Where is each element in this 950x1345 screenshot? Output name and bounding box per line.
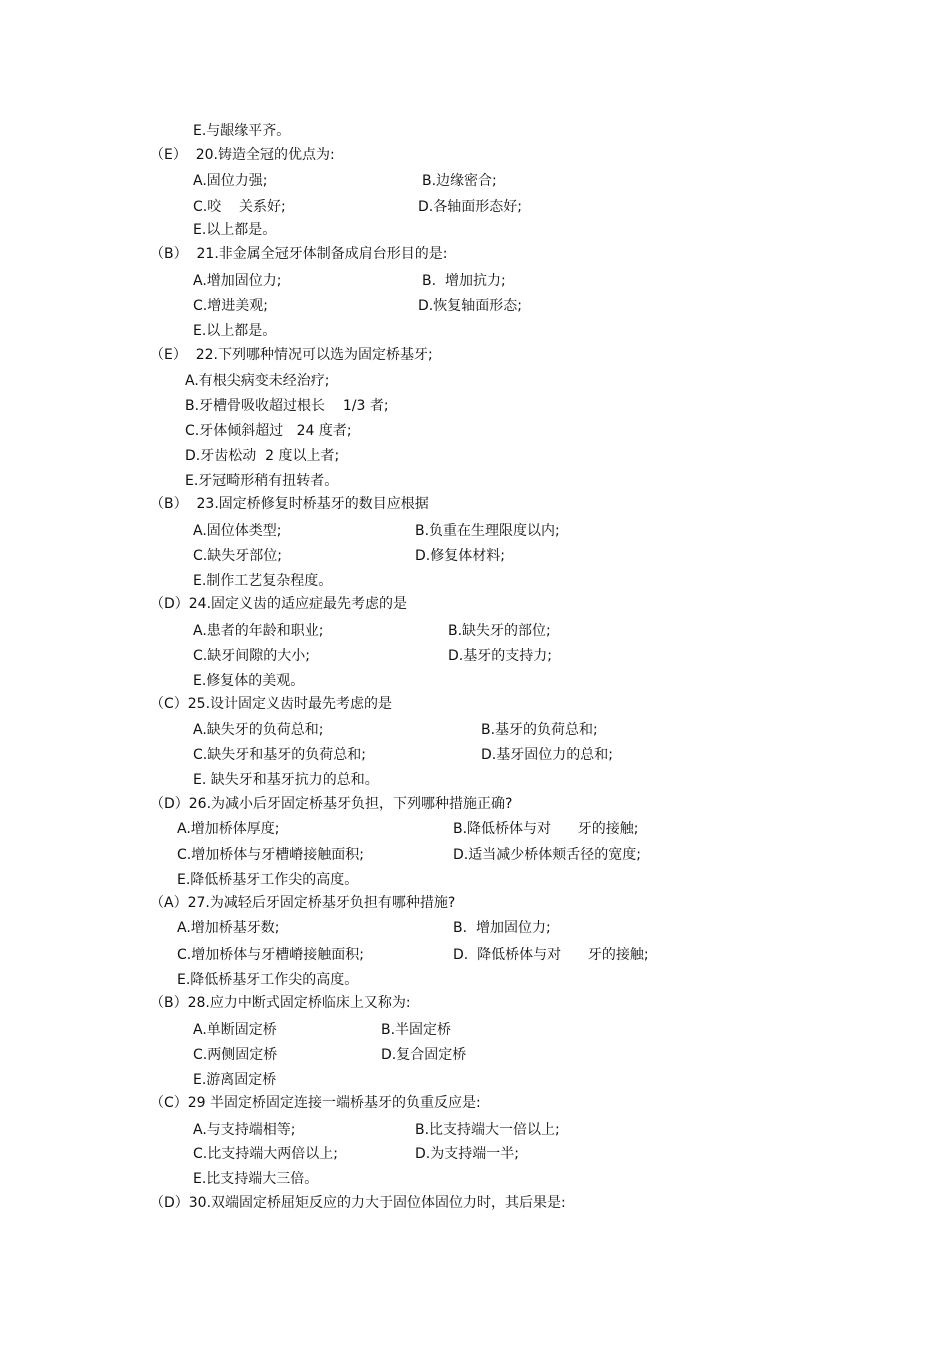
option: E.降低桥基牙工作尖的高度。 [177,972,359,988]
option: A.固位力强; [193,173,268,189]
option: C.增加桥体与牙槽嵴接触面积; [177,847,364,863]
text-line: E.与龈缘平齐。 [193,123,291,139]
option: D.修复体材料; [415,548,505,564]
option: B.降低桥体与对 牙的接触; [453,821,639,837]
option: A.有根尖病变未经治疗; [185,373,330,389]
option: D.各轴面形态好; [418,199,522,215]
question-22: （E） 22.下列哪种情况可以选为固定桥基牙; [150,347,433,363]
option: A.缺失牙的负荷总和; [193,722,324,738]
question-20: （E） 20.铸造全冠的优点为: [150,147,335,163]
option: E.游离固定桥 [193,1072,277,1088]
option: D. 降低桥体与对 牙的接触; [453,947,649,963]
question-25: （C）25.设计固定义齿时最先考虑的是 [150,696,393,712]
option: C.咬 关系好; [193,199,286,215]
option: D.适当减少桥体颊舌径的宽度; [453,847,641,863]
option: E. 缺失牙和基牙抗力的总和。 [193,772,379,788]
option: A.增加固位力; [193,273,282,289]
option: B. 增加固位力; [453,920,551,936]
question-30: （D）30.双端固定桥屈矩反应的力大于固位体固位力时，其后果是: [150,1195,566,1211]
option: D.为支持端一半; [415,1146,519,1162]
question-24: （D）24.固定义齿的适应症最先考虑的是 [150,596,408,612]
option: C.两侧固定桥 [193,1047,278,1063]
question-28: （B）28.应力中断式固定桥临床上又称为: [150,995,411,1011]
option: D.复合固定桥 [381,1047,467,1063]
option: B.牙槽骨吸收超过根长 1/3 者; [185,398,389,414]
option: A.增加桥基牙数; [177,920,280,936]
option: A.单断固定桥 [193,1022,277,1038]
option: B.比支持端大一倍以上; [415,1122,560,1138]
option: B.缺失牙的部位; [448,623,551,639]
option: E.以上都是。 [193,222,277,238]
option: E.牙冠畸形稍有扭转者。 [185,473,339,489]
option: C.牙体倾斜超过 24 度者; [185,423,352,439]
option: E.以上都是。 [193,323,277,339]
option: B.边缘密合; [422,173,497,189]
option: B.半固定桥 [381,1022,452,1038]
option: A.增加桥体厚度; [177,821,280,837]
option: C.比支持端大两倍以上; [193,1146,338,1162]
option: A.与支持端相等; [193,1122,296,1138]
option: C.缺失牙和基牙的负荷总和; [193,747,366,763]
option: E.制作工艺复杂程度。 [193,573,333,589]
option: D.基牙固位力的总和; [481,747,613,763]
question-29: （C）29 半固定桥固定连接一端桥基牙的负重反应是: [150,1095,481,1111]
option: A.固位体类型; [193,523,282,539]
question-21: （B） 21.非金属全冠牙体制备成肩台形目的是: [150,246,448,262]
option: D.牙齿松动 2 度以上者; [185,448,340,464]
option: E.降低桥基牙工作尖的高度。 [177,872,359,888]
option: D.基牙的支持力; [448,648,552,664]
option: D.恢复轴面形态; [418,298,522,314]
option: C.增加桥体与牙槽嵴接触面积; [177,947,364,963]
option: C.增进美观; [193,298,268,314]
option: E.修复体的美观。 [193,673,305,689]
option: B.负重在生理限度以内; [415,523,560,539]
question-26: （D）26.为减小后牙固定桥基牙负担，下列哪种措施正确? [150,796,513,812]
question-23: （B） 23.固定桥修复时桥基牙的数目应根据 [150,496,429,512]
option: A.患者的年龄和职业; [193,623,324,639]
option: C.缺失牙部位; [193,548,282,564]
option: B.基牙的负荷总和; [481,722,598,738]
option: E.比支持端大三倍。 [193,1171,319,1187]
question-27: （A）27.为减轻后牙固定桥基牙负担有哪种措施? [150,895,456,911]
option: B. 增加抗力; [422,273,506,289]
option: C.缺牙间隙的大小; [193,648,310,664]
